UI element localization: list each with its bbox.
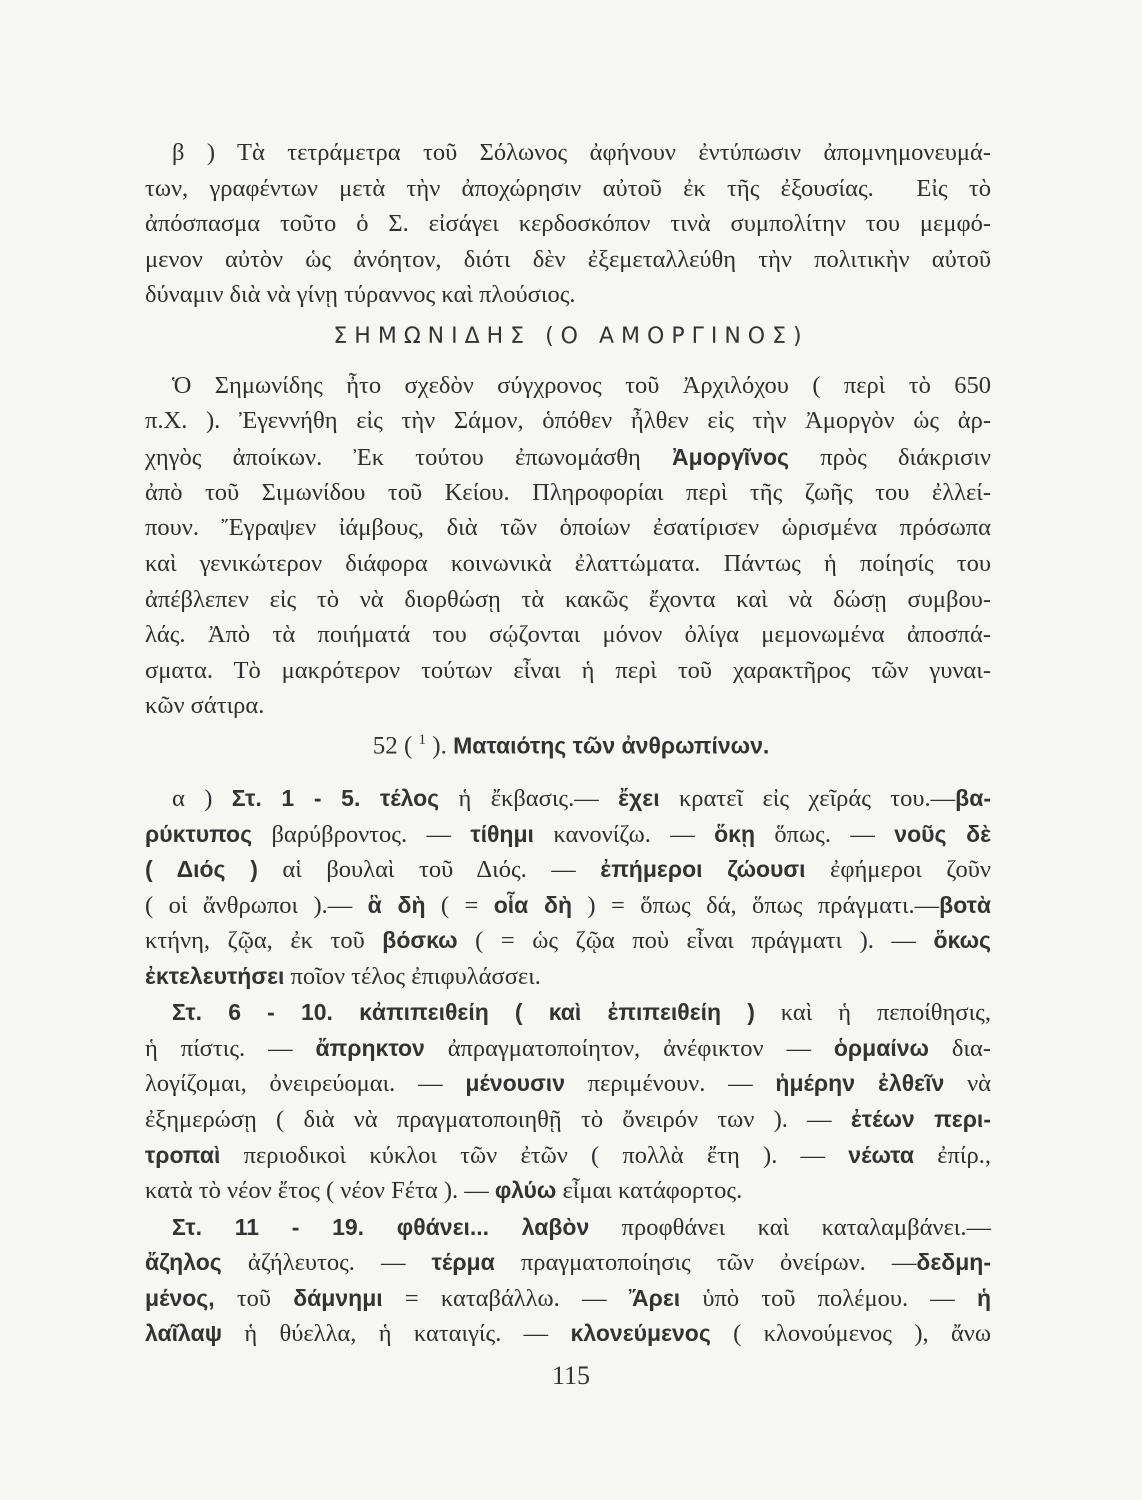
text-line — [145, 548, 991, 580]
text-line — [145, 279, 991, 311]
bold-term: Στ. 1 - 5. τέλος — [231, 785, 440, 811]
bold-term: Ἀμοργῖνος — [672, 444, 789, 470]
text-run: λάς. Ἀπὸ τὰ ποιήματά του σῴζονται μόνον ὀλίγα μεμονωμένα ἀποσπά- — [145, 621, 991, 648]
text-line — [145, 1067, 991, 1099]
text-run: πρὸς διάκρισιν — [789, 444, 992, 471]
bold-term: ( Διός ) — [145, 856, 258, 882]
text-line — [145, 405, 991, 437]
bold-term: ὅκῃ — [714, 821, 756, 847]
bold-term: ὁρμαίνω — [833, 1035, 929, 1061]
bold-term: νοῦς δὲ — [894, 821, 991, 847]
text-run: ὅπως. — — [755, 821, 895, 848]
bold-term: ἄζηλος — [145, 1249, 222, 1275]
bold-term: μένουσιν — [465, 1070, 565, 1096]
bold-term: ἐπήμεροι ζώουσι — [600, 856, 806, 882]
bold-term: ρύκτυπος — [145, 821, 253, 847]
bold-term: νέωτα — [848, 1142, 915, 1168]
text-run: καὶ ἡ πεποίθησις, — [754, 999, 991, 1026]
text-run: ἐξημερώσῃ ( διὰ νὰ πραγματοποιηθῇ τὸ ὄνειρόν των ). — — [145, 1106, 851, 1133]
bold-term: δεδμη- — [916, 1249, 991, 1275]
bold-term: Ἄρει — [628, 1285, 681, 1311]
bold-term: ἔχει — [618, 785, 660, 811]
text-run: ποῖον τέλος ἐπιφυλάσσει. — [284, 963, 541, 990]
text-run: δια- — [928, 1035, 992, 1062]
bold-term: κλονεύμενος — [570, 1320, 711, 1346]
text-run: ἀπὸ τοῦ Σιμωνίδου τοῦ Κείου. Πληροφορίαι περὶ τῆς ζωῆς του ἐλλεί- — [145, 479, 991, 506]
text-run: τοῦ — [214, 1285, 294, 1312]
bold-term: βοτὰ — [939, 892, 992, 918]
text-line — [145, 244, 991, 276]
text-run: ἀπέβλεπεν εἰς τὸ νὰ διορθώσῃ τὰ κακῶς ἔχοντα καὶ νὰ δώσῃ συμβου- — [145, 586, 991, 613]
section-heading: ΣΗΜΩΝΙΔΗΣ (Ο ΑΜΟΡΓΙΝΟΣ) — [333, 324, 809, 349]
text-line — [172, 137, 991, 169]
text-run: ἐφήμεροι ζοῦν — [805, 856, 991, 883]
bold-term: μένος, — [145, 1285, 215, 1311]
poem-number: 52 ( — [372, 732, 419, 760]
text-run: κῶν σάτιρα. — [145, 692, 265, 719]
text-run: νὰ — [944, 1070, 992, 1097]
footnote-ref: 1 — [418, 732, 427, 748]
text-run: πραγματοποίησις τῶν ὀνείρων. — — [494, 1249, 917, 1276]
text-run: πουν. Ἔγραψεν ἰάμβους, διὰ τῶν ὁποίων ἐσατίρισεν ὡρισμένα πρόσωπα — [145, 514, 991, 541]
text-run: ὑπὸ τοῦ πολέμου. — — [680, 1285, 977, 1312]
bold-term: Στ. 11 - 19. φθάνει... λαβὸν — [172, 1214, 590, 1240]
bold-term: Στ. 6 - 10. κἀπιπειθείη ( καὶ ἐπιπειθείη ) — [172, 999, 755, 1025]
text-line — [145, 512, 991, 544]
text-line — [145, 441, 991, 473]
text-line — [145, 1246, 991, 1278]
text-run: ἡ πίστις. — — [145, 1035, 316, 1062]
text-run: ἀπόσπασμα τοῦτο ὁ Σ. εἰσάγει κερδοσκόπον τινὰ συμπολίτην του μεμφό- — [145, 210, 991, 237]
text-run: ἀπραγματοποίητον, ἀνέφικτον — — [424, 1035, 834, 1062]
bold-term: ἄπρηκτον — [315, 1035, 425, 1061]
bold-term: ἡ — [976, 1285, 991, 1311]
text-line — [172, 996, 991, 1028]
text-line — [145, 960, 991, 992]
bold-term: ἐκτελευτήσει — [145, 963, 285, 989]
text-run: χηγὸς ἀποίκων. Ἐκ τούτου ἐπωνομάσθη — [145, 444, 673, 471]
text-run: περιμένουν. — — [564, 1070, 776, 1097]
text-line — [145, 655, 991, 687]
text-line — [172, 370, 991, 402]
text-line — [145, 208, 991, 240]
bold-term: οἷα δὴ — [493, 892, 572, 918]
bold-term: ὅκως — [933, 927, 991, 953]
text-run: ἡ θύελλα, ἡ καταιγίς. — — [222, 1320, 571, 1347]
text-run: ) = ὅπως δά, ὅπως πράγματι.— — [572, 892, 940, 919]
text-line — [145, 1139, 991, 1171]
text-run: δύναμιν διὰ νὰ γίνῃ τύραννος καὶ πλούσιος. — [145, 281, 576, 308]
text-run: των, γραφέντων μετὰ τὴν ἀποχώρησιν αὐτοῦ ἐκ τῆς ἐξουσίας. Εἰς τὸ — [145, 175, 991, 202]
text-run: Ὁ Σημωνίδης ἦτο σχεδὸν σύγχρονος τοῦ Ἀρχιλόχου ( περὶ τὸ 650 — [172, 372, 991, 399]
text-line — [145, 1317, 991, 1349]
text-line — [145, 1103, 991, 1135]
text-run: ( κλονούμενος ), ἄνω — [710, 1320, 991, 1347]
text-run: β ) Τὰ τετράμετρα τοῦ Σόλωνος ἀφήνουν ἐντύπωσιν ἀπομνημονευμά- — [172, 139, 991, 166]
text-run: = καταβάλλω. — — [382, 1285, 629, 1312]
text-run: εἶμαι κατάφορτος. — [556, 1177, 743, 1204]
text-run: ( = — [425, 892, 494, 919]
bold-term: βόσκω — [382, 927, 458, 953]
text-run: ( οἱ ἄνθρωποι ).— — [145, 892, 368, 919]
text-run: μενον αὐτὸν ὡς ἀνόητον, διότι δὲν ἐξεμεταλλεύθη τὴν πολιτικὴν αὐτοῦ — [145, 246, 991, 273]
text-run: α ) — [172, 785, 232, 812]
text-run: καὶ γενικώτερον διάφορα κοινωνικὰ ἐλαττώματα. Πάντως ἡ ποίησίς του — [145, 550, 991, 577]
bold-term: τίθημι — [470, 821, 534, 847]
bold-term: ἃ δὴ — [367, 892, 426, 918]
text-run: κανονίζω. — — [533, 821, 715, 848]
text-run: κρατεῖ εἰς χεῖράς του.— — [659, 785, 956, 812]
text-run: περιοδικοὶ κύκλοι τῶν ἐτῶν ( πολλὰ ἔτη ). — — [220, 1142, 849, 1169]
text-run: π.Χ. ). Ἐγεννήθη εἰς τὴν Σάμον, ὁπόθεν ἦλθεν εἰς τὴν Ἀμοργὸν ὡς ἀρ- — [145, 407, 991, 434]
text-run: κατὰ τὸ νέον ἔτος ( νέον Fέτα ). — — [145, 1177, 495, 1204]
bold-term: τροπαὶ — [145, 1142, 221, 1168]
text-line — [172, 782, 991, 814]
text-run: κτήνη, ζῷα, ἐκ τοῦ — [145, 927, 383, 954]
bold-term: βα- — [955, 785, 991, 811]
bold-term: φλύω — [494, 1177, 557, 1203]
poem-title-text: Ματαιότης τῶν ἀνθρωπίνων. — [453, 732, 770, 759]
bold-term: δάμνημι — [293, 1285, 383, 1311]
poem-title — [0, 732, 1142, 760]
bold-term: τέρμα — [431, 1249, 495, 1275]
text-line — [145, 173, 991, 205]
text-run: ( = ὡς ζῷα ποὺ εἶναι πράγματι ). — — [457, 927, 934, 954]
text-line — [145, 477, 991, 509]
text-line — [145, 889, 991, 921]
text-line — [172, 1211, 991, 1243]
text-run: προφθάνει καὶ καταλαμβάνει.— — [589, 1214, 991, 1241]
text-run: ἀζήλευτος. — — [221, 1249, 432, 1276]
text-line — [145, 1174, 991, 1206]
bold-term: ἡμέρην ἐλθεῖν — [775, 1070, 945, 1096]
bold-term: λαῖλαψ — [145, 1320, 223, 1346]
text-run: σματα. Τὸ μακρότερον τούτων εἶναι ἡ περὶ τοῦ χαρακτῆρος τῶν γυναι- — [145, 657, 991, 684]
text-run: λογίζομαι, ὀνειρεύομαι. — — [145, 1070, 466, 1097]
text-run: ἡ ἔκβασις.— — [439, 785, 619, 812]
text-line — [145, 1282, 991, 1314]
text-line — [145, 619, 991, 651]
text-run: ἐπίρ., — [914, 1142, 991, 1169]
text-run: βαρύβροντος. — — [252, 821, 471, 848]
text-run: αἱ βουλαὶ τοῦ Διός. — — [257, 856, 601, 883]
text-line — [145, 584, 991, 616]
text-line — [145, 924, 991, 956]
text-line — [145, 690, 991, 722]
text-line — [145, 853, 991, 885]
poem-number-close: ). — [426, 732, 454, 760]
text-line — [145, 818, 991, 850]
text-line — [145, 1032, 991, 1064]
page-number: 115 — [551, 1361, 591, 1390]
bold-term: ἐτέων περι- — [850, 1106, 991, 1132]
